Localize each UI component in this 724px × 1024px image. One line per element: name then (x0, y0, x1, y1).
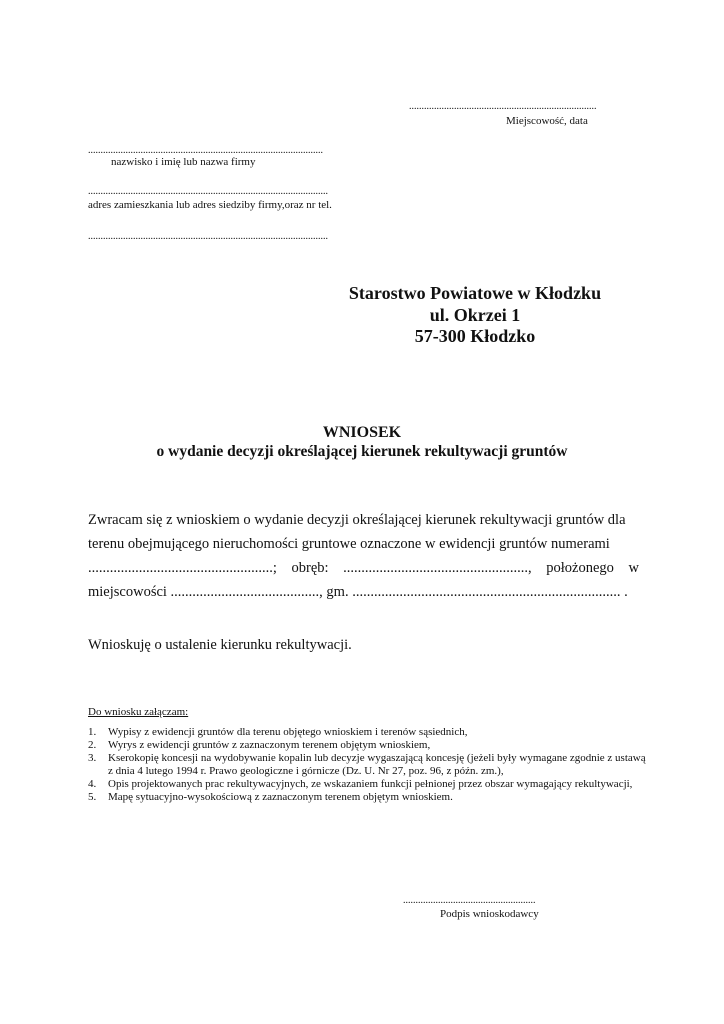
applicant-address-label: adres zamieszkania lub adres siedziby firmy,oraz nr tel. (88, 199, 332, 211)
signature-label: Podpis wnioskodawcy (440, 908, 539, 920)
attachment-text: Mapę sytuacyjno-wysokościową z zaznaczonym terenem objętym wnioskiem. (108, 791, 453, 803)
attachment-number: 3. (88, 752, 97, 764)
parcel-numbers-dots: ...................................................; (88, 560, 277, 576)
attachment-text: Kserokopię koncesji na wydobywanie kopalin lub decyzje wygaszającą koncesję (jeżeli były wymagane zgodnie z ustawą z dnia 4 lutego 1994 r. Prawo geologiczne i górnicze (Dz. U. Nr 27, poz. 96, z późn. zm.), (108, 752, 646, 777)
place-date-dots: ........................................................................... (409, 101, 597, 112)
attachment-item (88, 778, 648, 791)
recipient-office: Starostwo Powiatowe w Kłodzku (348, 283, 602, 303)
document-subtitle: o wydanie decyzji określającej kierunek rekultywacji gruntów (156, 443, 568, 460)
precinct-dots: ..................................................., (343, 560, 532, 576)
attachment-number: 2. (88, 739, 97, 751)
applicant-name-dots: .............................................................................................. (88, 145, 323, 156)
recipient-city: 57-300 Kłodzko (414, 326, 536, 347)
attachment-text: Wypisy z ewidencji gruntów dla terenu objętego wnioskiem i terenów sąsiednich, (108, 726, 468, 738)
precinct-label: obręb: (291, 560, 329, 576)
applicant-address-dots: ................................................................................................ (88, 186, 328, 197)
attachments-heading: Do wniosku załączam: (88, 706, 189, 718)
attachment-item (88, 726, 648, 739)
request-sentence: Wnioskuję o ustalenie kierunku rekultywacji. (88, 637, 352, 653)
attachment-item (88, 739, 648, 752)
attachment-number: 1. (88, 726, 97, 738)
request-body (88, 508, 639, 604)
body-line-1 (88, 508, 639, 532)
attachment-item (88, 791, 648, 804)
attachment-text: Opis projektowanych prac rekultywacyjnych, ze wskazaniem funkcji pełnionej przez obszar wymagający rekultywacji, (108, 778, 633, 790)
document-title: WNIOSEK (322, 424, 402, 441)
body-line-2: terenu obejmującego nieruchomości gruntowe oznaczone w ewidencji gruntów numerami (88, 536, 610, 552)
attachment-number: 4. (88, 778, 97, 790)
recipient-street: ul. Okrzei 1 (429, 304, 521, 325)
attachments-list (88, 726, 648, 804)
body-line-3 (88, 556, 639, 580)
body-line-4: miejscowości ........................................., gm. .......................................................................... . (88, 584, 628, 600)
applicant-extra-dots: ................................................................................................ (88, 231, 328, 242)
attachment-text: Wyrys z ewidencji gruntów z zaznaczonym terenem objętym wnioskiem, (108, 739, 431, 751)
in-label: w (628, 560, 639, 576)
body-line-1-text: Zwracam się z wnioskiem o wydanie decyzji określającej kierunek rekultywacji gruntów dla (88, 512, 626, 528)
attachment-number: 5. (88, 791, 97, 803)
located-label: położonego (546, 560, 614, 576)
place-date-label: Miejscowość, data (506, 115, 588, 127)
signature-dots: ..................................................... (403, 895, 536, 906)
applicant-name-label: nazwisko i imię lub nazwa firmy (111, 156, 256, 168)
recipient-block (300, 283, 650, 348)
attachment-item (88, 752, 648, 778)
